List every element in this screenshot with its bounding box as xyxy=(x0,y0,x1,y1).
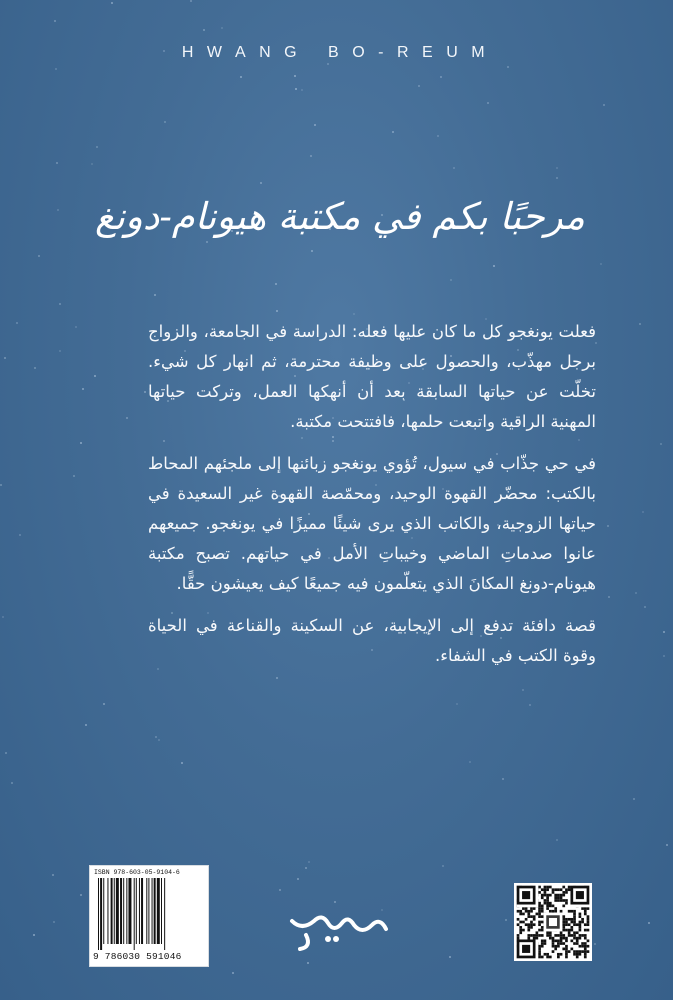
blurb-paragraph: فعلت يونغجو كل ما كان عليها فعله: الدراسة في الجامعة، والزواج برجل مهذّب، والحصول على وظيفة محترمة، ثم انهار كل شيء. تخلّت عن حياتها السابقة بعد أن أنهكها العمل، وتركت حياتها المهنية الراقية واتبعت حلمها، فافتتحت مكتبة. xyxy=(148,322,596,431)
blurb-paragraph: قصة دافئة تدفع إلى الإيجابية، عن السكينة والقناعة في الحياة وقوة الكتب في الشفاء. xyxy=(148,616,596,665)
blurb-paragraph: في حي جذّاب في سيول، تُؤوي يونغجو زبائنها إلى ملجئهم المحاط بالكتب: محضّر القهوة الوحيد، ومحمّصة القهوة غير السعيدة في حياتها الزوجية، والكاتب الذي يرى شيئًا مميزًا في يونغجو. جميعهم عانوا صدماتِ الماضي وخيباتِ الأمل في حياتهم. تصبح مكتبة هيونام-دونغ المكانَ الذي يتعلّمون فيه جميعًا كيف يعيشون حقًّا. xyxy=(148,454,596,593)
qr-code-icon xyxy=(514,883,592,961)
barcode-bars xyxy=(96,878,202,950)
isbn-barcode xyxy=(89,865,209,967)
blurb-text xyxy=(148,317,596,683)
author-name: HWANG BO-REUM xyxy=(181,44,499,61)
publisher-logo xyxy=(284,905,404,955)
isbn-label: ISBN 978-603-05-9104-6 xyxy=(94,869,180,876)
book-title: مرحبًا بكم في مكتبة هيونام-دونغ xyxy=(95,195,585,238)
barcode-digits: 9 786030 591046 xyxy=(93,951,182,962)
